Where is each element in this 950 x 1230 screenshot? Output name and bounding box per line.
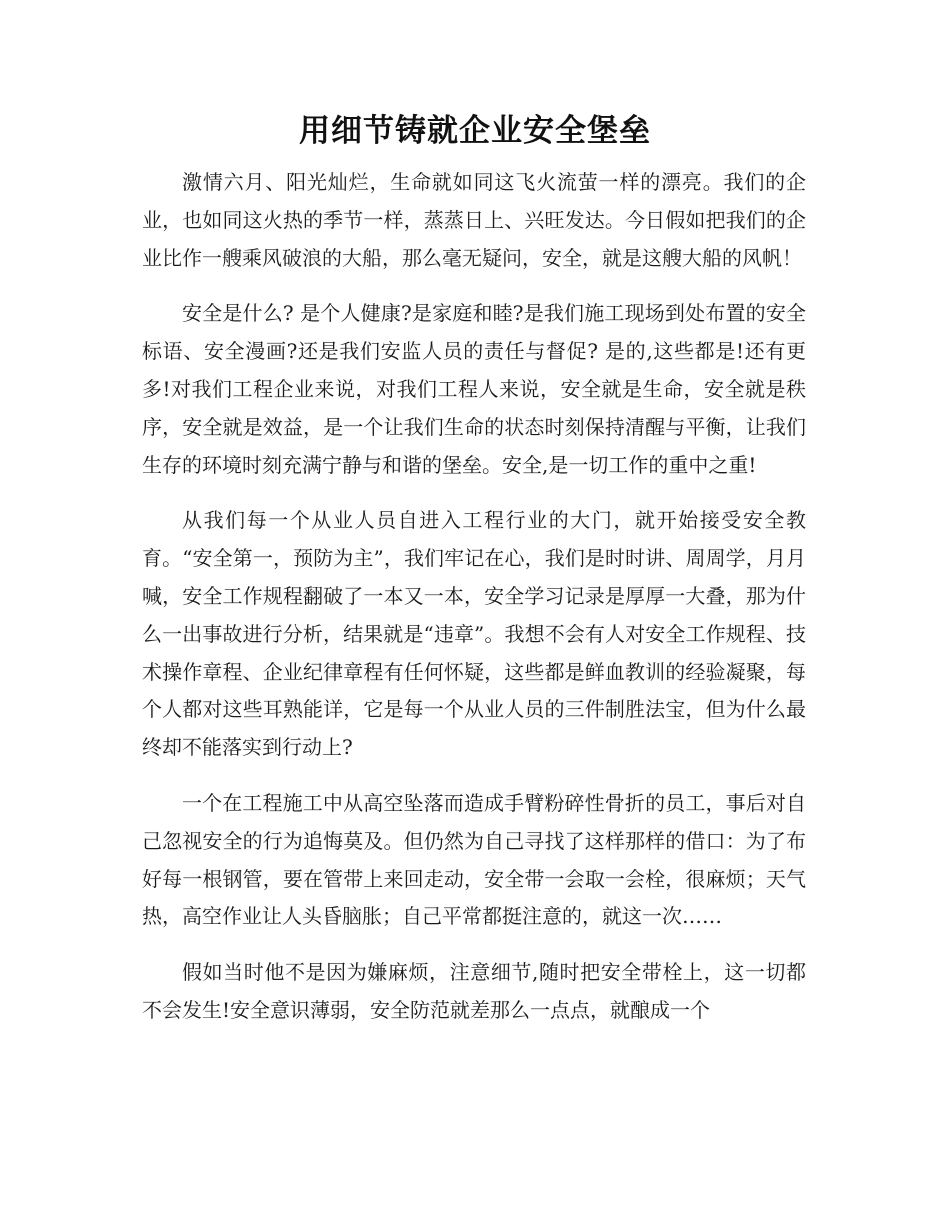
paragraph-4: 一个在工程施工中从高空坠落而造成手臂粉碎性骨折的员工，事后对自己忽视安全的行为追悔莫及。但仍然为自己寻找了这样那样的借口：为了布好每一根钢管，要在管带上来回走动，安全带一会取一会栓，很麻烦；天气热，高空作业让人头昏脑胀；自己平常都挺注意的，就这一次…… — [142, 790, 806, 929]
document-body — [142, 164, 806, 1048]
paragraph-3: 从我们每一个从业人员自进入工程行业的大门，就开始接受安全教育。“安全第一，预防为主”，我们牢记在心，我们是时时讲、周周学，月月喊，安全工作规程翻破了一本又一本，安全学习记录是厚厚一大叠，那为什么一出事故进行分析，结果就是“违章”。我想不会有人对安全工作规程、技术操作章程、企业纪律章程有任何怀疑，这些都是鲜血教训的经验凝聚，每个人都对这些耳熟能详，它是每一个从业人员的三件制胜法宝，但为什么最终却不能落实到行动上? — [142, 508, 806, 760]
paragraph-5: 假如当时他不是因为嫌麻烦，注意细节,随时把安全带栓上，这一切都不会发生!安全意识薄弱，安全防范就差那么一点点，就酿成一个 — [142, 960, 806, 1022]
document-title: 用细节铸就企业安全堡垒 — [299, 113, 651, 149]
paragraph-2: 安全是什么? 是个人健康?是家庭和睦?是我们施工现场到处布置的安全标语、安全漫画?还是我们安监人员的责任与督促? 是的,这些都是!还有更多!对我们工程企业来说，对我们工程人来说，安全就是生命，安全就是秩序，安全就是效益，是一个让我们生命的状态时刻保持清醒与平衡，让我们生存的环境时刻充满宁静与和谐的堡垒。安全,是一切工作的重中之重! — [142, 301, 806, 477]
paragraph-1: 激情六月、阳光灿烂，生命就如同这飞火流萤一样的漂亮。我们的企业，也如同这火热的季节一样，蒸蒸日上、兴旺发达。今日假如把我们的企业比作一艘乘风破浪的大船，那么毫无疑问，安全，就是这艘大船的风帆！ — [142, 170, 806, 270]
